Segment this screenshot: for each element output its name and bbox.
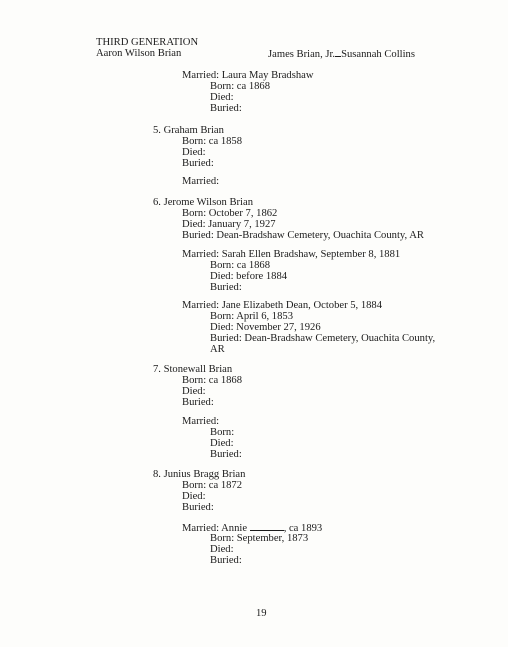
child-6-spouse-2-born: Born: April 6, 1853 [210,311,293,322]
child-8-spouse-buried: Buried: [210,555,242,566]
child-8-born: Born: ca 1872 [182,480,243,491]
child-6-name: 6. Jerome Wilson Brian [153,197,254,208]
child-7-married: Married: [182,416,220,427]
top-born: Born: ca 1868 [210,81,271,92]
child-8-died: Died: [182,491,206,502]
parent-father: James Brian, Jr. [268,49,336,60]
child-8-name: 8. Junius Bragg Brian [153,469,246,480]
child-6-born: Born: October 7, 1862 [182,208,278,219]
child-6-spouse-1-buried: Buried: [210,282,242,293]
child-8-spouse-died: Died: [210,544,234,555]
child-6-spouse-1-born: Born: ca 1868 [210,260,271,271]
child-7-spouse-died: Died: [210,438,234,449]
parent-name-left: Aaron Wilson Brian [96,48,182,59]
child-7-born: Born: ca 1868 [182,375,243,386]
child-6-spouse-2-buried: Buried: Dean-Bradshaw Cemetery, Ouachita County, [210,333,436,344]
surname-blank [250,522,284,531]
parent-mother: Susannah Collins [341,49,415,60]
child-8-married-date: , ca 1893 [283,523,323,534]
child-5-buried: Buried: [182,158,214,169]
child-7-spouse-born: Born: [210,427,235,438]
child-7-name: 7. Stonewall Brian [153,364,233,375]
parents-right [268,48,415,60]
child-6-spouse-1-died: Died: before 1884 [210,271,288,282]
top-died: Died: [210,92,234,103]
child-5-name: 5. Graham Brian [153,125,224,136]
child-5-born: Born: ca 1858 [182,136,243,147]
child-5-died: Died: [182,147,206,158]
top-buried: Buried: [210,103,242,114]
generation-heading: THIRD GENERATION [96,37,199,48]
child-8-buried: Buried: [182,502,214,513]
child-6-married-2: Married: Jane Elizabeth Dean, October 5, 1884 [182,300,383,311]
child-8-spouse-born: Born: September, 1873 [210,533,309,544]
child-6-died: Died: January 7, 1927 [182,219,276,230]
child-6-spouse-2-buried-cont: AR [210,344,225,355]
child-6-buried: Buried: Dean-Bradshaw Cemetery, Ouachita County, AR [182,230,424,241]
page-number: 19 [256,608,267,619]
child-7-died: Died: [182,386,206,397]
child-7-buried: Buried: [182,397,214,408]
top-married: Married: Laura May Bradshaw [182,70,314,81]
child-6-spouse-2-died: Died: November 27, 1926 [210,322,321,333]
child-5-married: Married: [182,176,220,187]
child-8-married-label: Married: Annie [182,523,248,534]
child-6-married-1: Married: Sarah Ellen Bradshaw, September 8, 1881 [182,249,401,260]
child-7-spouse-buried: Buried: [210,449,242,460]
